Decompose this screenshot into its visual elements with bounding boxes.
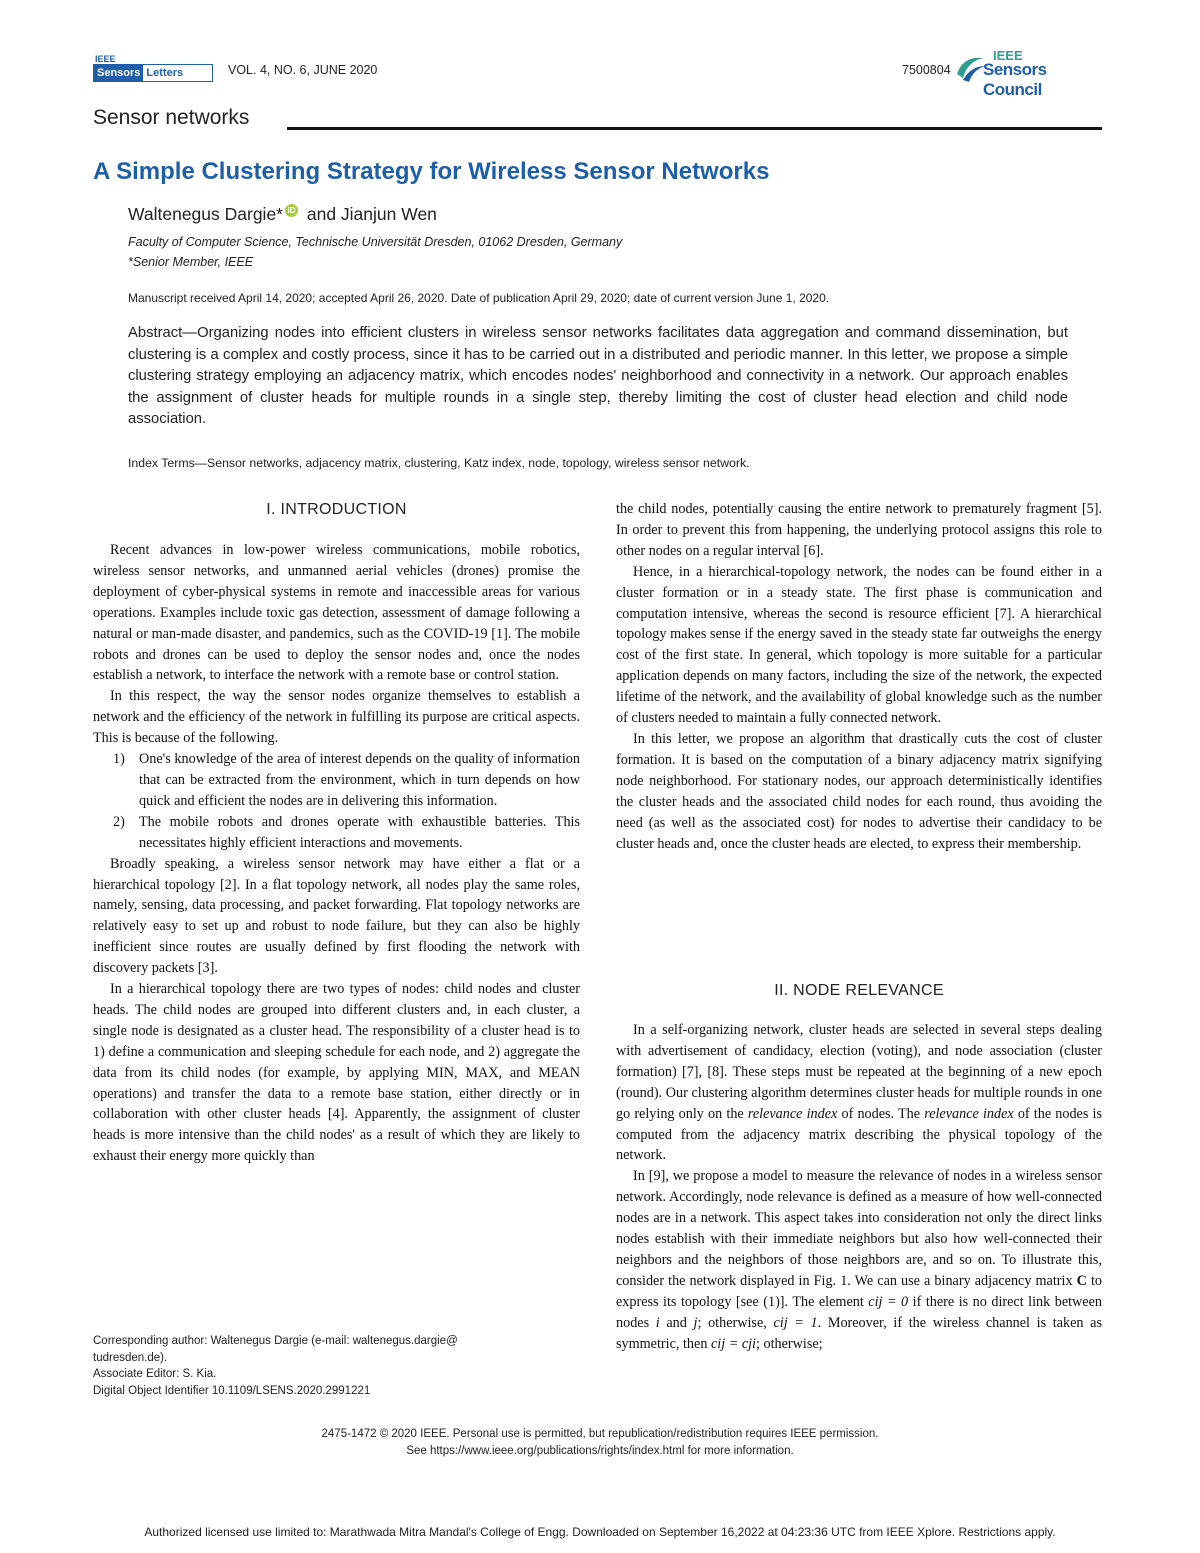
node-paragraph-2: In [9], we propose a model to measure the relevance of nodes in a wireless sensor network. Accordingly, node relevance is defined as a measure of how well-connected nodes are in a network. This aspect takes into consideration not only the direct links nodes establish with their immediate neighbors but also how well-connected their neighbors and the neighbors of those neighbors are, and so on. To illustrate this, consider the network displayed in Fig. 1. We can use a binary adjacency matrix C to express its topology [see (1)]. The element cij = 0 if there is no direct link between nodes i and j; otherwise, cij = 1. Moreover, if the wireless channel is taken as symmetric, then cij = cji; otherwise; [616, 1168, 1102, 1352]
authorized-use-notice: Authorized licensed use limited to: Marathwada Mitra Mandal's College of Engg. Downloaded on September 16,2022 at 04:23:36 UTC from IEEE Xplore. Restrictions apply. [144, 1525, 1056, 1539]
intro-heading: I. INTRODUCTION [266, 501, 407, 518]
author-line [128, 204, 437, 225]
orcid-icon[interactable]: iD [285, 204, 298, 217]
article-number: 7500804 [902, 63, 951, 77]
list-item: 1) One's knowledge of the area of interest depends on the quality of information that can be extracted from the environment, which in turn depends on how quick and efficient the nodes are in delivering this information. [113, 751, 580, 809]
node-paragraph-1: In a self-organizing network, cluster heads are selected in several steps dealing with advertisement of candidacy, election (voting), and node association (cluster formation) [7], [8]. These steps must be repeated at the beginning of a new epoch (round). Our clustering algorithm determines cluster heads for multiple rounds in one go relying only on the relevance index of nodes. The relevance index of the nodes is computed from the adjacency matrix describing the physical topology of the network. [616, 1022, 1102, 1164]
member-note: *Senior Member, IEEE [128, 255, 254, 269]
logo-letters-text: Letters [146, 67, 184, 79]
council-name-text: Sensors Council [983, 60, 1047, 99]
intro-paragraph-3: Broadly speaking, a wireless sensor network may have either a flat or a hierarchical topology [2]. In a flat topology network, all nodes play the same roles, namely, sensing, data processing, and packet forwarding. Flat topology networks are relatively easy to set up and robust to node failure, but they can also be highly inefficient since routes are usually defined by first flooding the network with discovery packets [3]. [93, 855, 580, 977]
intro-paragraph-7: In this letter, we propose an algorithm that drastically cuts the cost of cluster formation. It is based on the computation of a binary adjacency matrix signifying node neighborhood. For stationary nodes, our approach deterministically identifies the cluster heads and the associated child nodes for each round, thus avoiding the need (as well as the associated cost) for nodes to advertise their candidacy to be cluster heads and, once the cluster heads are elected, to express their membership. [616, 730, 1102, 852]
intro-paragraph-2: In this respect, the way the sensor nodes organize themselves to establish a network and the efficiency of the network in fulfilling its purpose are critical aspects. This is because of the following. [93, 688, 580, 747]
copyright-notice [0, 1426, 1200, 1460]
section-rule [287, 127, 1102, 130]
list-item: 2) The mobile robots and drones operate with exhaustible batteries. This necessitates highly efficient interactions and movements. [113, 813, 580, 851]
section-label: Sensor networks [93, 106, 250, 129]
volume-line: VOL. 4, NO. 6, JUNE 2020 [228, 63, 378, 77]
index-terms: Index Terms—Sensor networks, adjacency matrix, clustering, Katz index, node, topology, wireless sensor network. [128, 456, 750, 470]
logo-sensors-text: Sensors [94, 65, 143, 81]
right-column-bottom [616, 1020, 1102, 1355]
paper-title: A Simple Clustering Strategy for Wireless Sensor Networks [93, 158, 770, 185]
footnote-line-3: Associate Editor: S. Kia. [93, 1368, 217, 1381]
right-column-top [616, 499, 1102, 854]
author-1: Waltenegus Dargie* [128, 204, 283, 224]
left-column [93, 540, 580, 1167]
abstract: Abstract—Organizing nodes into efficient clusters in wireless sensor networks facilitates data aggregation and command dissemination, but clustering is a complex and costly process, since it has to be carried out in a distributed and periodic manner. In this letter, we propose a simple clustering strategy employing an adjacency matrix, which encodes nodes' neighborhood and connectivity in a network. Our approach enables the assignment of cluster heads for multiple rounds in a single step, thereby limiting the cost of cluster head election and child node association. [128, 325, 1068, 427]
affiliation: Faculty of Computer Science, Technische Universität Dresden, 01062 Dresden, Germany [128, 235, 623, 249]
copyright-line-1: 2475-1472 © 2020 IEEE. Personal use is permitted, but republication/redistribution requires IEEE permission. [321, 1428, 879, 1440]
intro-paragraph-6: Hence, in a hierarchical-topology network, the nodes can be found either in a cluster formation or in a steady state. The first phase is communication and computation intensive, whereas the second is resource efficient [7]. A hierarchical topology makes sense if the energy saved in the steady state far outweighs the energy cost of the first state. In general, which topology is more suitable for a particular application depends on many factors, including the size of the network, the expected lifetime of the network, and the availability of global knowledge such as the number of clusters needed to maintain a fully connected network. [616, 563, 1102, 727]
logo-ieee-text: IEEE [95, 54, 116, 64]
council-ieee-text: IEEE [993, 48, 1023, 63]
footnote [93, 1333, 580, 1399]
sensors-council-swoosh-icon [953, 52, 987, 82]
copyright-line-2[interactable]: See https://www.ieee.org/publications/rights/index.html for more information. [406, 1444, 794, 1457]
footnote-line-1: Corresponding author: Waltenegus Dargie (e-mail: waltenegus.dargie@ [93, 1335, 458, 1347]
footnote-line-4: Digital Object Identifier 10.1109/LSENS.2020.2991221 [93, 1384, 371, 1397]
sensors-letters-logo [93, 54, 213, 84]
manuscript-dates: Manuscript received April 14, 2020; accepted April 26, 2020. Date of publication April 29, 2020; date of current version June 1, 2020. [128, 291, 830, 305]
sensors-council-logo [953, 48, 1108, 99]
intro-paragraph-4: In a hierarchical topology there are two types of nodes: child nodes and cluster heads. The child nodes are grouped into different clusters and, in each cluster, a single node is designated as a cluster head. The responsibility of a cluster head is to 1) define a communication and sleeping schedule for each node, and 2) aggregate the data from its child nodes (for example, by applying MIN, MAX, and MEAN operations) and transfer the data to a remote base station, either directly or in collaboration with other cluster heads [4]. Apparently, the assignment of cluster heads is more intensive than the child nodes' as a result of which they are likely to exhaust their energy more quickly than [93, 981, 580, 1165]
footnote-line-2: tudresden.de). [93, 1351, 168, 1364]
intro-paragraph-5: the child nodes, potentially causing the entire network to prematurely fragment [5]. In order to prevent this from happening, the underlying protocol assigns this role to other nodes on a regular interval [6]. [616, 501, 1102, 559]
author-2: and Jianjun Wen [302, 204, 437, 224]
intro-paragraph-1: Recent advances in low-power wireless communications, mobile robotics, wireless sensor networks, and unmanned aerial vehicles (drones) promise the deployment of cyber-physical systems in remote and inaccessible areas for various operations. Examples include toxic gas detection, assessment of damage following a natural or man-made disaster, and pandemics, such as the COVID-19 [1]. The mobile robots and drones can be used to deploy the sensor nodes and, once the nodes establish a network, to interface the network with a remote base or control station. [93, 542, 580, 684]
logo-box [93, 64, 213, 82]
node-relevance-heading: II. NODE RELEVANCE [774, 982, 944, 999]
intro-list [93, 749, 580, 854]
